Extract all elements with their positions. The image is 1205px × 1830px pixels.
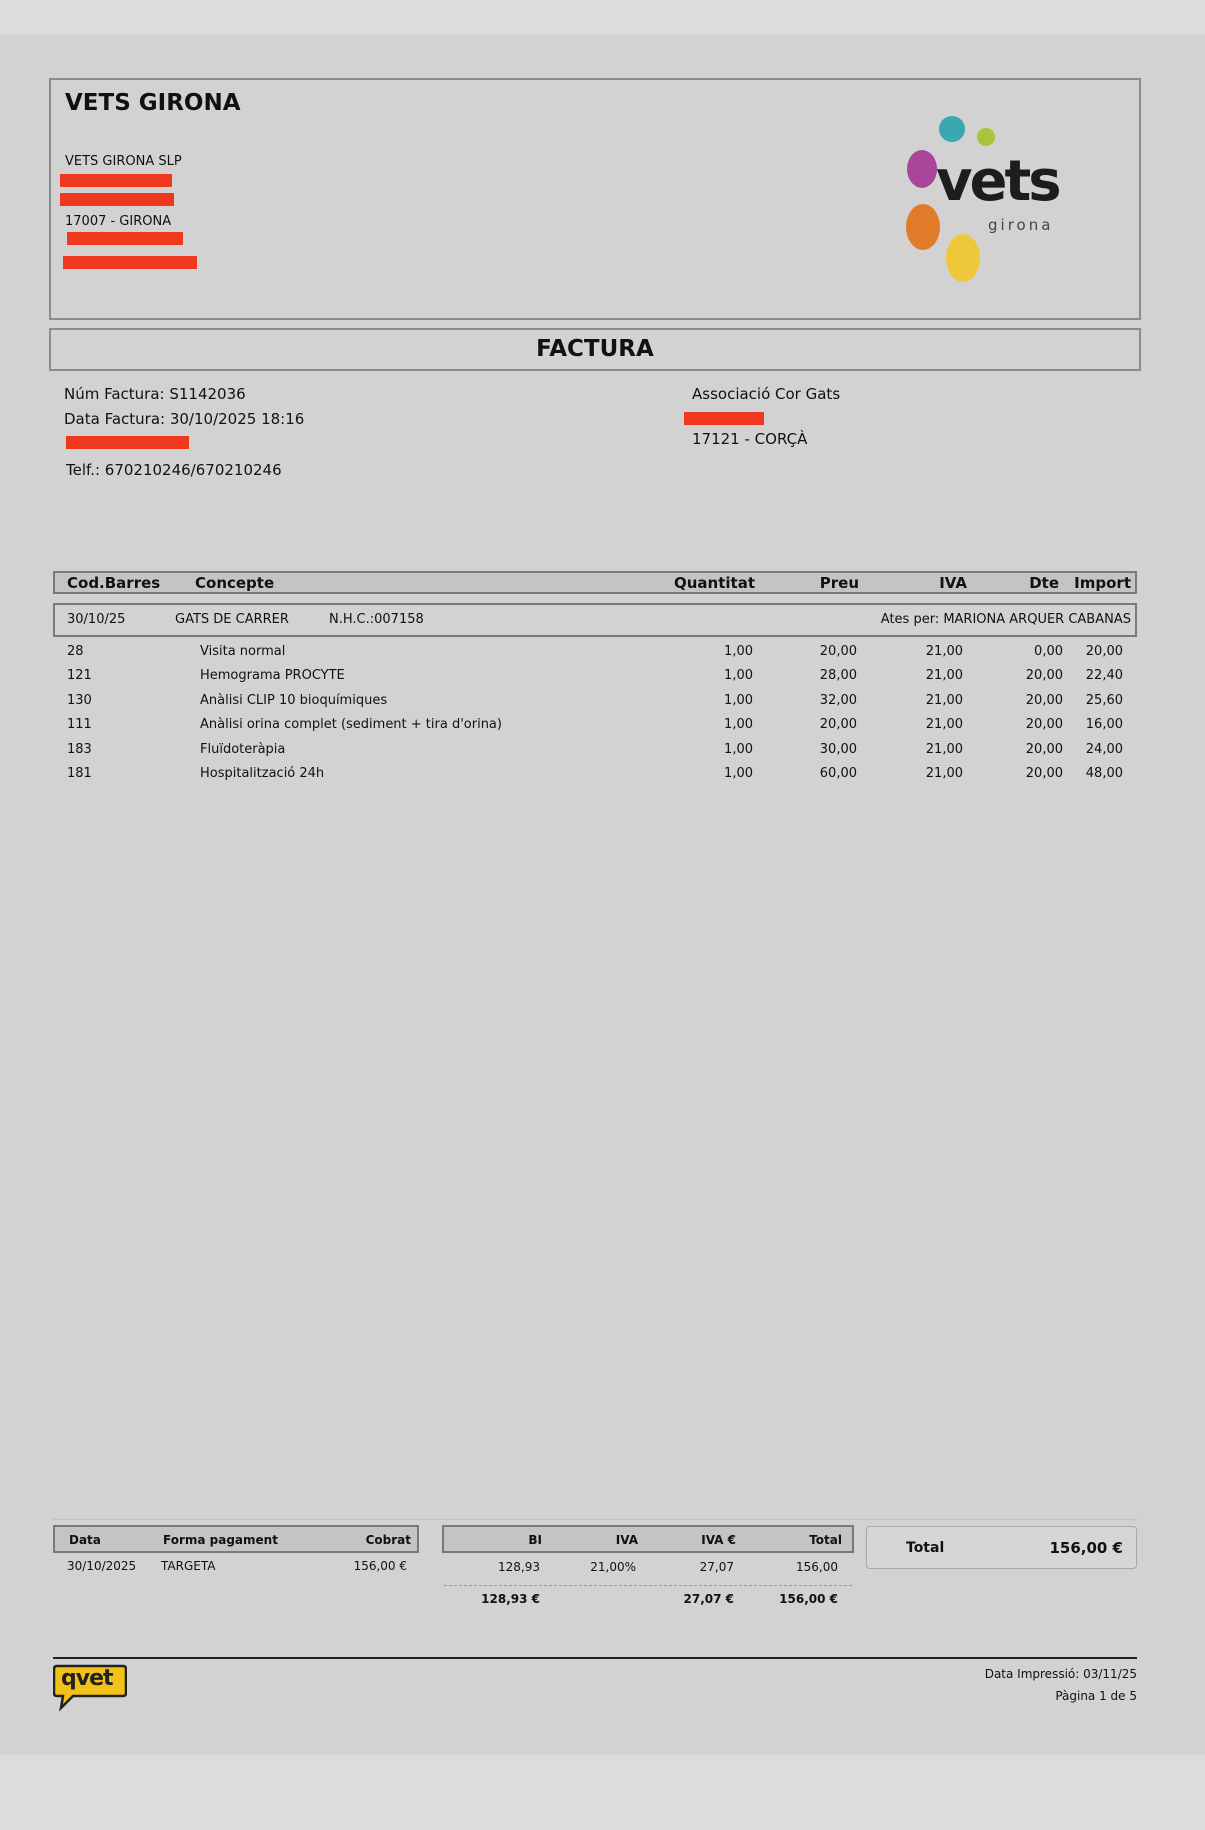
row-price: 20,00	[819, 717, 857, 732]
qvet-logo	[53, 1664, 127, 1712]
row-code: 183	[67, 742, 92, 757]
col-import: Import	[1074, 574, 1131, 592]
client-postal: 17121 - CORÇÀ	[692, 430, 808, 448]
pay-col-paid: Cobrat	[365, 1533, 411, 1547]
pay-amount: 156,00 €	[353, 1559, 407, 1573]
row-concept: Anàlisi orina complet (sediment + tira d'orina)	[200, 717, 502, 732]
pay-method: TARGETA	[161, 1559, 216, 1573]
group-date: 30/10/25	[67, 612, 126, 627]
row-iva: 21,00	[925, 668, 963, 683]
row-iva: 21,00	[925, 717, 963, 732]
tax-total-total: 156,00 €	[779, 1592, 838, 1606]
invoice-number: Núm Factura: S1142036	[64, 385, 246, 403]
row-dte: 0,00	[1034, 644, 1063, 659]
paw-dot-green	[977, 128, 995, 146]
table-row	[53, 714, 1137, 738]
row-code: 121	[67, 668, 92, 683]
pay-date: 30/10/2025	[67, 1559, 137, 1573]
row-import: 20,00	[1085, 644, 1123, 659]
visit-group-row	[53, 603, 1137, 637]
row-price: 60,00	[819, 766, 857, 781]
pay-col-date: Data	[69, 1533, 101, 1547]
redacted-email	[63, 256, 197, 269]
row-qty: 1,00	[724, 742, 753, 757]
row-import: 25,60	[1085, 693, 1123, 708]
company-name: VETS GIRONA	[65, 90, 241, 116]
tax-total-iva-eur: 27,07 €	[683, 1592, 734, 1606]
company-postal: 17007 - GIRONA	[65, 214, 172, 229]
items-table-header	[53, 571, 1137, 594]
paw-dot-purple	[907, 150, 937, 188]
row-iva: 21,00	[925, 742, 963, 757]
redacted-invoice-line	[66, 436, 189, 449]
row-concept: Hospitalització 24h	[200, 766, 325, 781]
grand-total-box	[866, 1526, 1137, 1569]
table-row	[53, 690, 1137, 714]
row-qty: 1,00	[724, 668, 753, 683]
row-dte: 20,00	[1025, 693, 1063, 708]
paw-dot-teal	[939, 116, 965, 142]
row-import: 48,00	[1085, 766, 1123, 781]
tax-iva: 21,00%	[590, 1560, 636, 1574]
row-qty: 1,00	[724, 644, 753, 659]
page-number: Pàgina 1 de 5	[1055, 1689, 1137, 1703]
tax-total-bi: 128,93 €	[481, 1592, 540, 1606]
col-concept: Concepte	[195, 574, 275, 592]
row-price: 28,00	[819, 668, 857, 683]
tax-col-iva-eur: IVA €	[701, 1533, 736, 1547]
group-attended-by: Ates per: MARIONA ARQUER CABANAS	[880, 612, 1131, 627]
row-dte: 20,00	[1025, 742, 1063, 757]
qvet-logo-text: qvet	[61, 1666, 113, 1691]
redacted-address-2	[60, 193, 174, 206]
vets-girona-logo	[906, 116, 1066, 286]
redacted-address-1	[60, 174, 172, 187]
row-import: 22,40	[1085, 668, 1123, 683]
invoice-page	[0, 35, 1205, 1755]
row-qty: 1,00	[724, 693, 753, 708]
row-price: 30,00	[819, 742, 857, 757]
footer-rule	[53, 1657, 1137, 1659]
tax-header	[442, 1525, 854, 1553]
vets-logo-text: vets	[936, 149, 1059, 214]
tax-col-iva: IVA	[615, 1533, 638, 1547]
row-code: 130	[67, 693, 92, 708]
paw-dot-yellow	[946, 234, 980, 282]
group-nhc: N.H.C.:007158	[329, 612, 424, 627]
invoice-phone: Telf.: 670210246/670210246	[66, 461, 282, 479]
invoice-title: FACTURA	[536, 336, 654, 362]
table-row	[53, 641, 1137, 665]
col-price: Preu	[819, 574, 859, 592]
row-qty: 1,00	[724, 766, 753, 781]
grand-total-value: 156,00 €	[1049, 1539, 1123, 1557]
row-dte: 20,00	[1025, 668, 1063, 683]
col-code: Cod.Barres	[67, 574, 161, 592]
row-code: 28	[67, 644, 84, 659]
company-header-box	[49, 78, 1141, 320]
tax-totals-row	[442, 1592, 854, 1612]
paw-dot-orange	[906, 204, 940, 250]
row-iva: 21,00	[925, 693, 963, 708]
col-qty: Quantitat	[673, 574, 755, 592]
title-box	[49, 328, 1141, 371]
row-code: 181	[67, 766, 92, 781]
items-list	[53, 641, 1137, 801]
row-code: 111	[67, 717, 92, 732]
tax-row	[442, 1560, 854, 1580]
tax-dashed-divider	[444, 1585, 852, 1586]
print-date: Data Impressió: 03/11/25	[984, 1667, 1137, 1681]
table-row	[53, 665, 1137, 689]
row-price: 32,00	[819, 693, 857, 708]
tax-iva-eur: 27,07	[699, 1560, 734, 1574]
row-iva: 21,00	[925, 644, 963, 659]
table-row	[53, 763, 1137, 787]
summary-divider	[53, 1519, 1137, 1520]
tax-col-bi: BI	[528, 1533, 542, 1547]
payments-header	[53, 1525, 419, 1553]
group-patient: GATS DE CARRER	[175, 612, 289, 627]
girona-logo-text: girona	[988, 216, 1054, 234]
row-iva: 21,00	[925, 766, 963, 781]
tax-total: 156,00	[796, 1560, 838, 1574]
tax-col-total: Total	[809, 1533, 842, 1547]
row-dte: 20,00	[1025, 766, 1063, 781]
redacted-client-address	[684, 412, 764, 425]
table-row	[53, 739, 1137, 763]
col-iva: IVA	[939, 574, 967, 592]
pay-col-method: Forma pagament	[163, 1533, 278, 1547]
row-qty: 1,00	[724, 717, 753, 732]
company-legal-name: VETS GIRONA SLP	[65, 154, 182, 169]
redacted-phone	[67, 232, 183, 245]
row-concept: Fluïdoteràpia	[200, 742, 286, 757]
invoice-date: Data Factura: 30/10/2025 18:16	[64, 410, 305, 428]
grand-total-label: Total	[906, 1540, 945, 1556]
client-name: Associació Cor Gats	[692, 385, 841, 403]
row-concept: Anàlisi CLIP 10 bioquímiques	[200, 693, 388, 708]
col-dte: Dte	[1029, 574, 1059, 592]
row-import: 16,00	[1085, 717, 1123, 732]
row-dte: 20,00	[1025, 717, 1063, 732]
tax-bi: 128,93	[498, 1560, 540, 1574]
payment-row	[53, 1559, 419, 1579]
row-concept: Visita normal	[200, 644, 286, 659]
row-concept: Hemograma PROCYTE	[200, 668, 345, 683]
row-price: 20,00	[819, 644, 857, 659]
row-import: 24,00	[1085, 742, 1123, 757]
